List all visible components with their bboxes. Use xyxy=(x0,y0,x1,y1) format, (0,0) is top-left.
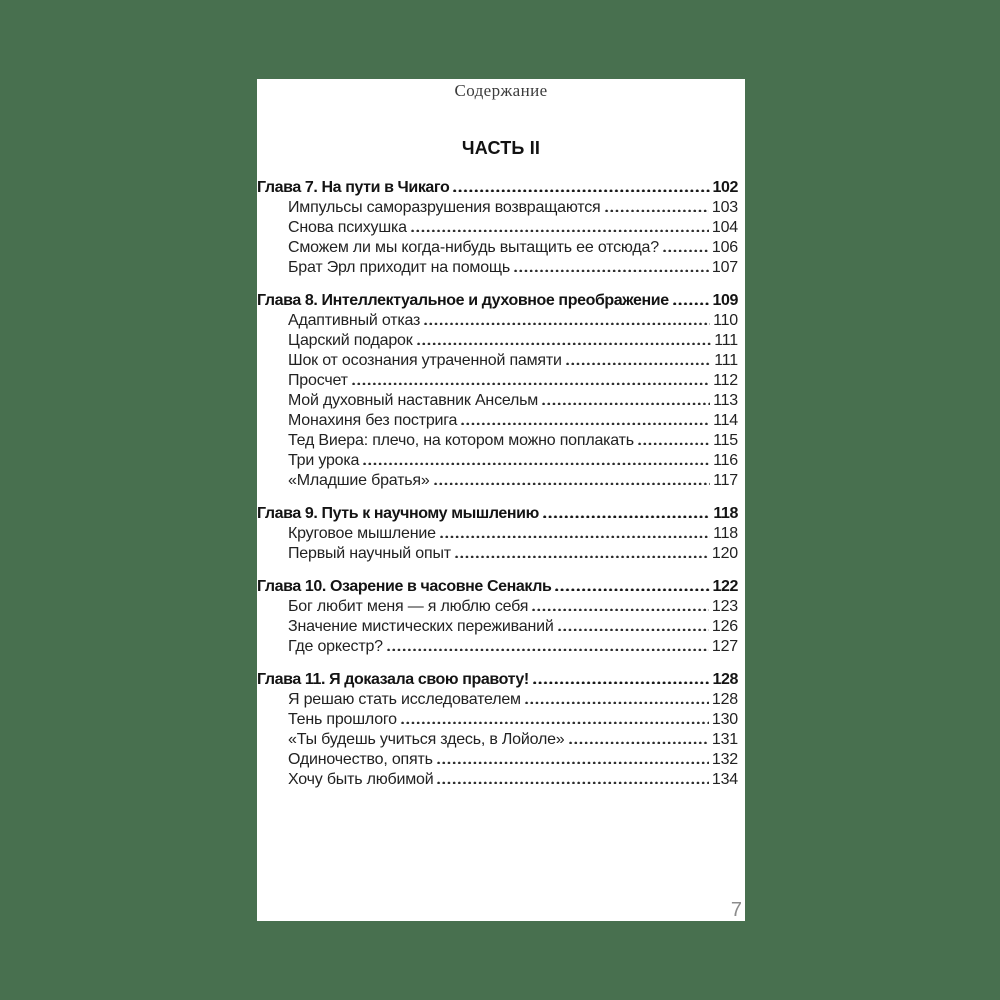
toc-entry-title: Три урока xyxy=(288,452,360,469)
toc-section-row xyxy=(257,524,745,544)
toc-section-row xyxy=(257,690,745,710)
toc-entry-title: Тед Виера: плечо, на котором можно поплакать xyxy=(288,432,634,449)
toc-list xyxy=(257,178,745,790)
toc-entry-title: Хочу быть любимой xyxy=(288,771,434,788)
toc-entry-title: «Ты будешь учиться здесь, в Лойоле» xyxy=(288,731,565,748)
toc-entry-page: 111 xyxy=(714,352,738,369)
toc-entry-title: Первый научный опыт xyxy=(288,545,451,562)
toc-entry-title: Я решаю стать исследователем xyxy=(288,691,521,708)
dot-leader xyxy=(436,760,709,764)
toc-entry-page: 110 xyxy=(713,312,738,329)
dot-leader xyxy=(524,700,709,704)
toc-entry-title: Глава 9. Путь к научному мышлению xyxy=(257,505,539,522)
toc-section-row xyxy=(257,544,745,564)
toc-chapter-block xyxy=(257,504,745,564)
toc-entry-title: Монахиня без пострига xyxy=(288,412,458,429)
toc-chapter-block xyxy=(257,670,745,790)
toc-section-row xyxy=(257,311,745,331)
dot-leader xyxy=(554,587,709,591)
dot-leader xyxy=(439,534,710,538)
toc-section-row xyxy=(257,710,745,730)
dot-leader xyxy=(557,627,709,631)
toc-entry-title: Брат Эрл приходит на помощь xyxy=(288,259,511,276)
toc-entry-title: Шок от осознания утраченной памяти xyxy=(288,352,562,369)
toc-entry-title: Царский подарок xyxy=(288,332,413,349)
toc-entry-title: Импульсы саморазрушения возвращаются xyxy=(288,199,601,216)
toc-entry-page: 126 xyxy=(711,618,738,635)
toc-entry-page: 118 xyxy=(713,505,738,522)
toc-entry-title: Мой духовный наставник Ансельм xyxy=(288,392,539,409)
toc-chapter-row xyxy=(257,577,745,597)
toc-entry-title: Глава 7. На пути в Чикаго xyxy=(257,179,450,196)
toc-section-row xyxy=(257,238,745,258)
toc-chapter-block xyxy=(257,577,745,657)
dot-leader xyxy=(362,461,710,465)
toc-entry-title: Значение мистических переживаний xyxy=(288,618,554,635)
dot-leader xyxy=(531,607,709,611)
toc-section-row xyxy=(257,471,745,491)
toc-section-row xyxy=(257,198,745,218)
toc-entry-page: 111 xyxy=(714,332,738,349)
toc-entry-page: 128 xyxy=(712,671,738,688)
dot-leader xyxy=(436,780,708,784)
page-number: 7 xyxy=(730,899,742,921)
toc-section-row xyxy=(257,431,745,451)
dot-leader xyxy=(662,248,709,252)
toc-entry-title: Бог любит меня — я люблю себя xyxy=(288,598,529,615)
toc-section-row xyxy=(257,258,745,278)
toc-entry-title: Сможем ли мы когда-нибудь вытащить ее отсюда? xyxy=(288,239,659,256)
toc-entry-title: Одиночество, опять xyxy=(288,751,433,768)
toc-entry-page: 131 xyxy=(711,731,738,748)
toc-section-row xyxy=(257,770,745,790)
toc-entry-title: Просчет xyxy=(288,372,348,389)
toc-entry-page: 127 xyxy=(711,638,738,655)
dot-leader xyxy=(400,720,709,724)
toc-section-row xyxy=(257,411,745,431)
dot-leader xyxy=(433,481,711,485)
toc-chapter-row xyxy=(257,178,745,198)
dot-leader xyxy=(604,208,709,212)
toc-entry-title: Где оркестр? xyxy=(288,638,383,655)
toc-section-row xyxy=(257,617,745,637)
toc-chapter-block xyxy=(257,291,745,491)
toc-section-row xyxy=(257,218,745,238)
toc-entry-page: 132 xyxy=(711,751,738,768)
toc-entry-page: 109 xyxy=(712,292,738,309)
dot-leader xyxy=(410,228,709,232)
dot-leader xyxy=(454,554,709,558)
toc-entry-title: Глава 8. Интеллектуальное и духовное преображение xyxy=(257,292,669,309)
toc-entry-title: «Младшие братья» xyxy=(288,472,430,489)
toc-section-row xyxy=(257,331,745,351)
dot-leader xyxy=(452,188,709,192)
toc-entry-page: 112 xyxy=(713,372,738,389)
contents-page-header: Содержание xyxy=(454,81,548,100)
toc-chapter-row xyxy=(257,670,745,690)
toc-entry-page: 117 xyxy=(713,472,738,489)
toc-chapter-row xyxy=(257,504,745,524)
dot-leader xyxy=(637,441,710,445)
dot-leader xyxy=(672,301,710,305)
dot-leader xyxy=(541,401,710,405)
toc-section-row xyxy=(257,730,745,750)
dot-leader xyxy=(565,361,712,365)
toc-entry-page: 114 xyxy=(713,412,738,429)
book-page xyxy=(257,79,745,921)
toc-entry-page: 130 xyxy=(711,711,738,728)
dot-leader xyxy=(386,647,709,651)
toc-entry-page: 116 xyxy=(713,452,738,469)
toc-entry-page: 104 xyxy=(711,219,738,236)
toc-entry-page: 103 xyxy=(711,199,738,216)
toc-section-row xyxy=(257,451,745,471)
toc-entry-page: 123 xyxy=(711,598,738,615)
dot-leader xyxy=(542,514,711,518)
toc-entry-title: Снова психушка xyxy=(288,219,407,236)
toc-entry-title: Глава 11. Я доказала свою правоту! xyxy=(257,671,529,688)
toc-chapter-row xyxy=(257,291,745,311)
toc-section-row xyxy=(257,637,745,657)
toc-entry-page: 102 xyxy=(712,179,738,196)
toc-section-row xyxy=(257,371,745,391)
toc-section-row xyxy=(257,597,745,617)
toc-chapter-block xyxy=(257,178,745,278)
toc-entry-page: 134 xyxy=(711,771,738,788)
dot-leader xyxy=(351,381,710,385)
toc-entry-title: Круговое мышление xyxy=(288,525,436,542)
dot-leader xyxy=(460,421,710,425)
toc-entry-title: Адаптивный отказ xyxy=(288,312,421,329)
dot-leader xyxy=(416,341,712,345)
toc-section-row xyxy=(257,391,745,411)
toc-entry-page: 115 xyxy=(713,432,738,449)
dot-leader xyxy=(423,321,710,325)
toc-entry-title: Тень прошлого xyxy=(288,711,397,728)
toc-entry-page: 118 xyxy=(713,525,738,542)
dot-leader xyxy=(532,680,710,684)
toc-entry-page: 120 xyxy=(711,545,738,562)
toc-entry-page: 122 xyxy=(712,578,738,595)
dot-leader xyxy=(568,740,709,744)
toc-entry-page: 107 xyxy=(711,259,738,276)
toc-entry-title: Глава 10. Озарение в часовне Сенакль xyxy=(257,578,552,595)
part-title: ЧАСТЬ II xyxy=(461,138,541,158)
toc-entry-page: 113 xyxy=(713,392,738,409)
toc-entry-page: 106 xyxy=(711,239,738,256)
toc-section-row xyxy=(257,750,745,770)
dot-leader xyxy=(513,268,709,272)
toc-section-row xyxy=(257,351,745,371)
toc-entry-page: 128 xyxy=(711,691,738,708)
